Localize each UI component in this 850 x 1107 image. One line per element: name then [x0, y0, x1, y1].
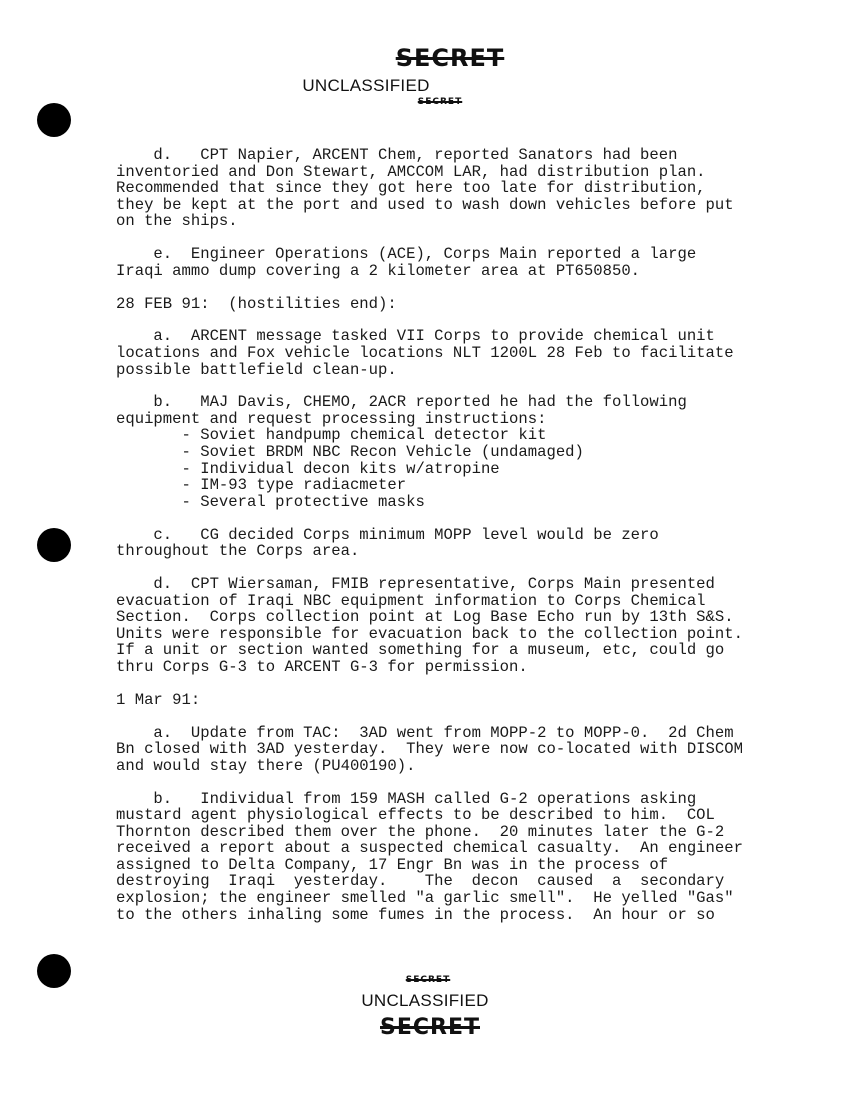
text-line: 28 FEB 91: (hostilities end):: [116, 294, 397, 313]
paragraph: [116, 527, 768, 560]
document-body: [116, 147, 768, 923]
text-line: Thornton described them over the phone. 20 minutes later the G-2: [116, 822, 725, 841]
paragraph: [116, 394, 768, 510]
text-line: possible battlefield clean-up.: [116, 360, 397, 379]
punch-hole-middle: [37, 528, 71, 562]
text-line: c. CG decided Corps minimum MOPP level would be zero: [116, 525, 659, 544]
paragraph: [116, 147, 768, 230]
text-line: - Soviet BRDM NBC Recon Vehicle (undamaged): [116, 443, 584, 462]
paragraph: [116, 791, 768, 924]
text-line: they be kept at the port and used to wash down vehicles before put: [116, 195, 734, 214]
paragraph: [116, 296, 768, 313]
secret-marking-top-small: SECRET: [417, 97, 463, 107]
text-line: Units were responsible for evacuation back to the collection point.: [116, 624, 743, 643]
secret-marking-top: SECRET: [395, 44, 505, 72]
text-line: mustard agent physiological effects to be described to him. COL: [116, 806, 715, 825]
text-line: If a unit or section wanted something for a museum, etc, could go: [116, 641, 725, 660]
paragraph: [116, 246, 768, 279]
text-line: d. CPT Wiersaman, FMIB representative, Corps Main presented: [116, 575, 715, 593]
text-line: on the ships.: [116, 212, 238, 231]
paragraph: [116, 692, 768, 709]
text-line: - Individual decon kits w/atropine: [116, 459, 500, 478]
text-line: received a report about a suspected chemical casualty. An engineer: [116, 839, 743, 858]
text-line: b. Individual from 159 MASH called G-2 operations asking: [116, 789, 697, 808]
text-line: explosion; the engineer smelled "a garlic smell". He yelled "Gas": [116, 889, 734, 908]
paragraph: [116, 328, 768, 378]
text-line: and would stay there (PU400190).: [116, 756, 416, 775]
unclassified-marking-top: UNCLASSIFIED: [302, 76, 430, 95]
text-line: inventoried and Don Stewart, AMCCOM LAR, had distribution plan.: [116, 162, 706, 181]
text-line: throughout the Corps area.: [116, 542, 360, 561]
text-line: to the others inhaling some fumes in the process. An hour or so: [116, 905, 715, 924]
text-line: thru Corps G-3 to ARCENT G-3 for permission.: [116, 657, 528, 676]
text-line: a. Update from TAC: 3AD went from MOPP-2 to MOPP-0. 2d Chem: [116, 723, 734, 742]
text-line: evacuation of Iraqi NBC equipment information to Corps Chemical: [116, 591, 706, 610]
secret-marking-bottom-small: SECRET: [405, 975, 451, 985]
paragraph: [116, 576, 768, 676]
text-line: Bn closed with 3AD yesterday. They were now co-located with DISCOM: [116, 740, 743, 759]
text-line: Recommended that since they got here too late for distribution,: [116, 179, 706, 198]
paragraph: [116, 725, 768, 775]
punch-hole-bottom: [37, 954, 71, 988]
text-line: - Soviet handpump chemical detector kit: [116, 426, 547, 445]
secret-marking-bottom: SECRET: [380, 1015, 480, 1040]
text-line: d. CPT Napier, ARCENT Chem, reported Sanators had been: [116, 146, 678, 164]
text-line: assigned to Delta Company, 17 Engr Bn was in the process of: [116, 855, 669, 874]
text-line: Section. Corps collection point at Log Base Echo run by 13th S&S.: [116, 608, 734, 627]
text-line: locations and Fox vehicle locations NLT 1200L 28 Feb to facilitate: [116, 343, 734, 362]
text-line: equipment and request processing instructions:: [116, 409, 547, 428]
text-line: - IM-93 type radiacmeter: [116, 476, 407, 495]
text-line: e. Engineer Operations (ACE), Corps Main reported a large: [116, 245, 697, 264]
text-line: b. MAJ Davis, CHEMO, 2ACR reported he had the following: [116, 393, 687, 412]
text-line: 1 Mar 91:: [116, 690, 201, 709]
unclassified-marking-bottom: UNCLASSIFIED: [361, 991, 489, 1010]
text-line: a. ARCENT message tasked VII Corps to provide chemical unit: [116, 327, 715, 346]
text-line: - Several protective masks: [116, 492, 425, 511]
text-line: destroying Iraqi yesterday. The decon caused a secondary: [116, 872, 725, 891]
punch-hole-top: [37, 103, 71, 137]
text-line: Iraqi ammo dump covering a 2 kilometer area at PT650850.: [116, 261, 641, 280]
